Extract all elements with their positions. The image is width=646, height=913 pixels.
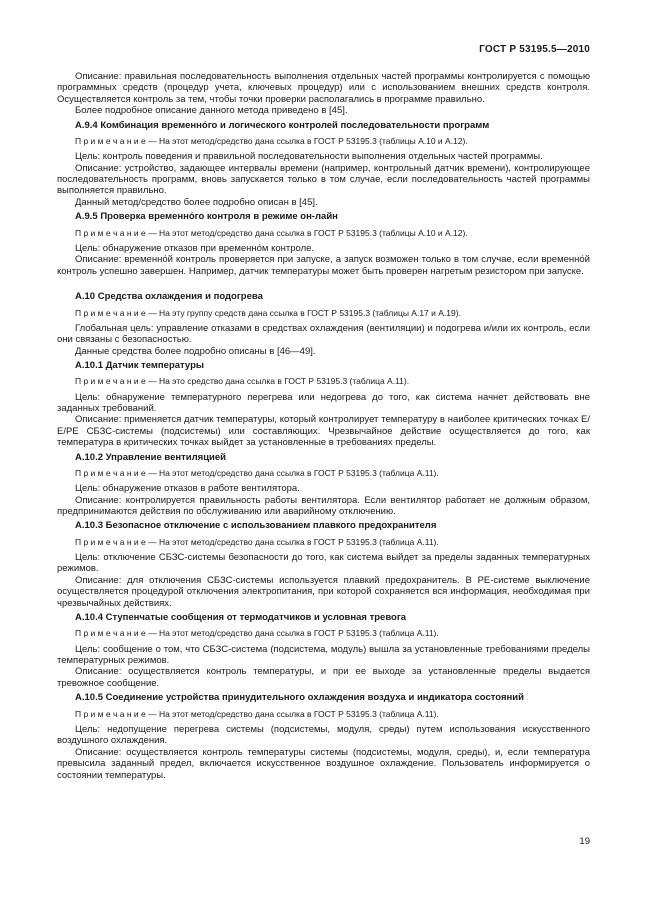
paragraph-description-a-10-4: Описание: осуществляется контроль температуры, и при ее выходе за установленные пределы выдается тревожное сообщение. (57, 666, 590, 689)
heading-a-10-2: А.10.2 Управление вентиляцией (75, 451, 227, 463)
heading-a-10: А.10 Средства охлаждения и подогрева (75, 291, 263, 303)
note-a-9-4: П р и м е ч а н и е — На этот метод/средство дана ссылка в ГОСТ Р 53195.3 (таблицы А.10 и А.12). (75, 136, 468, 147)
heading-a-10-4: А.10.4 Ступенчатые сообщения от термодатчиков и условная тревога (75, 612, 407, 624)
note-a-10-5: П р и м е ч а н и е — На этот метод/средство дана ссылка в ГОСТ Р 53195.3 (таблица А.11). (75, 708, 439, 719)
paragraph-description-a-10-5: Описание: осуществляется контроль температуры системы (подсистемы, модуля, среды), и, если температура превысила заданный предел, включается искусственное воздушное охлаждение. Пользователь информируется о состоянии температуры. (57, 746, 590, 781)
paragraph-description-a-10-3: Описание: для отключения СБЗС-системы используется плавкий предохранитель. В РЕ-системе выключение осуществляется процедурой отключения электропитания, при которой сохраняется вся информация, необходимая при чрезвычайных действиях. (57, 574, 590, 609)
paragraph-global-goal-a-10: Глобальная цель: управление отказами в средствах охлаждения (вентиляции) и подогрева и/или их контроль, если они связаны с безопасностью. (57, 322, 590, 346)
paragraph-reference-46-49: Данные средства более подробно описаны в [46—49]. (75, 345, 316, 357)
paragraph-goal-a-9-5: Цель: обнаружение отказов при временно́м контроле. (75, 242, 315, 254)
paragraph-description-program-sequence: Описание: правильная последовательность выполнения отдельных частей программы контролируется с помощью программных средств (процедур учета, ключевых процедур) или с использованием внешних средств контроля. Осуществляется контроль за тем, чтобы точки проверки располагались в программе правильно. (57, 71, 590, 105)
paragraph-description-a-9-5: Описание: временно́й контроль проверяется при запуске, а запуск возможен только в том случае, если временно́й контроль успешно завершен. Например, датчик температуры может быть проверен нагретым резистором при запуске. (57, 254, 590, 277)
paragraph-goal-a-10-5: Цель: недопущение перегрева системы (подсистемы, модуля, среды) путем использования искусственного воздушного охлаждения. (57, 723, 590, 747)
paragraph-description-a-10-1: Описание: применяется датчик температуры, который контролирует температуру в наиболее критических точках Е/Е/РЕ СБЗС-системы (подсистемы) или составляющих. Чрезвычайное действие осуществляется до того, как температура в критических точках выйдет за установленные в требованиях пределы. (57, 414, 590, 449)
page-number: 19 (579, 836, 590, 847)
heading-a-9-5: А.9.5 Проверка временно́го контроля в режиме он-лайн (75, 211, 338, 223)
paragraph-description-a-9-4: Описание: устройство, задающее интервалы времени (например, контрольный датчик времени), контролирующее последовательность программ, вновь запускается только в том случае, если последовательность частей программы выполняется правильно. (57, 162, 590, 197)
note-a-9-5: П р и м е ч а н и е — На этот метод/средство дана ссылка в ГОСТ Р 53195.3 (таблицы А.10 и А.12). (75, 227, 468, 238)
paragraph-goal-a-10-1: Цель: обнаружение температурного перегрева или недогрева до того, как система начнет действовать вне заданных требований. (57, 391, 590, 414)
paragraph-goal-a-10-4: Цель: сообщение о том, что СБЗС-система (подсистема, модуль) вышла за установленные требованиями пределы температурных режимов. (57, 643, 590, 667)
paragraph-goal-a-9-4: Цель: контроль поведения и правильной последовательности выполнения отдельных частей программы. (75, 151, 543, 163)
paragraph-reference-45: Более подробное описание данного метода приведено в [45]. (75, 105, 348, 117)
note-a-10-3: П р и м е ч а н и е — На этот метод/средство дана ссылка в ГОСТ Р 53195.3 (таблица А.11). (75, 536, 439, 547)
note-a-10: П р и м е ч а н и е — На эту группу средств дана ссылка в ГОСТ Р 53195.3 (таблицы А.17 и А.19). (75, 307, 461, 318)
heading-a-9-4: А.9.4 Комбинация временно́го и логического контролей последовательности программ (75, 119, 490, 131)
heading-a-10-3: А.10.3 Безопасное отключение с использованием плавкого предохранителя (75, 520, 437, 532)
paragraph-goal-a-10-2: Цель: обнаружение отказов в работе вентилятора. (75, 483, 300, 495)
note-a-10-4: П р и м е ч а н и е — На этот метод/средство дана ссылка в ГОСТ Р 53195.3 (таблица А.11). (75, 628, 439, 639)
heading-a-10-5: А.10.5 Соединение устройства принудительного охлаждения воздуха и индикатора состояний (75, 692, 524, 704)
note-a-10-1: П р и м е ч а н и е — На это средство дана ссылка в ГОСТ Р 53195.3 (таблица А.11). (75, 376, 410, 387)
note-a-10-2: П р и м е ч а н и е — На этот метод/средство дана ссылка в ГОСТ Р 53195.3 (таблица А.11). (75, 467, 439, 478)
heading-a-10-1: А.10.1 Датчик температуры (75, 359, 204, 371)
paragraph-goal-a-10-3: Цель: отключение СБЗС-системы безопасности до того, как система выйдет за пределы заданных температурных режимов. (57, 552, 590, 575)
standard-number-header: ГОСТ Р 53195.5—2010 (479, 44, 590, 55)
paragraph-reference-45-2: Данный метод/средство более подробно описан в [45]. (75, 196, 318, 208)
paragraph-description-a-10-2: Описание: контролируется правильность работы вентилятора. Если вентилятор работает не должным образом, предпринимаются действия по обслуживанию или аварийному отключению. (57, 494, 590, 517)
document-body (57, 71, 590, 781)
